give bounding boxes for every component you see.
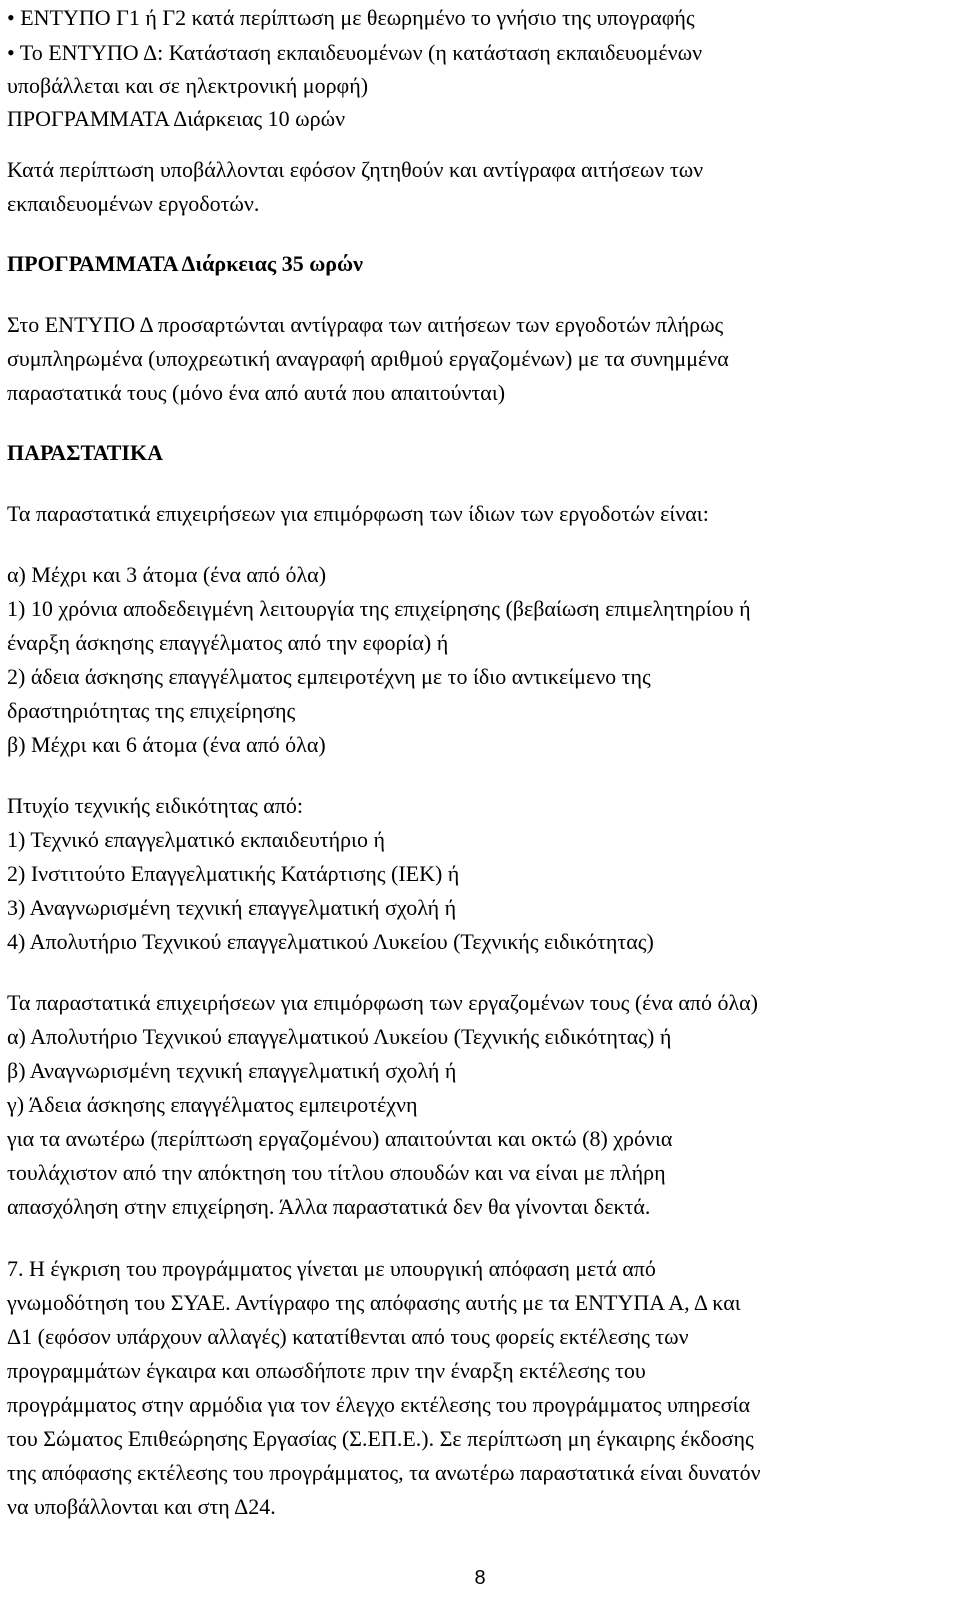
text-line: α) Μέχρι και 3 άτομα (ένα από όλα): [7, 562, 327, 587]
text-line: β) Αναγνωρισμένη τεχνική επαγγελματική σχολή ή: [7, 1058, 457, 1083]
text-line: συμπληρωμένα (υποχρεωτική αναγραφή αριθμού εργαζομένων) με τα συνημμένα: [7, 346, 729, 371]
page-number: 8: [474, 1567, 486, 1589]
text-line: εκπαιδευομένων εργοδοτών.: [7, 191, 260, 216]
text-line: 1) 10 χρόνια αποδεδειγμένη λειτουργία της επιχείρησης (βεβαίωση επιμελητηρίου ή: [7, 596, 751, 621]
text-line: 3) Αναγνωρισμένη τεχνική επαγγελματική σχολή ή: [7, 895, 457, 920]
text-line: της απόφασης εκτέλεσης του προγράμματος, τα ανωτέρω παραστατικά είναι δυνατόν: [7, 1460, 761, 1485]
bullet-form-g1-g2: • ΕΝΤΥΠΟ Γ1 ή Γ2 κατά περίπτωση με θεωρημένο το γνήσιο της υπογραφής: [7, 5, 695, 30]
text-line: να υποβάλλονται και στη Δ24.: [7, 1494, 276, 1519]
text-line: γ) Άδεια άσκησης επαγγέλματος εμπειροτέχνη: [7, 1092, 418, 1117]
text-line: προγράμματος στην αρμόδια για τον έλεγχο εκτέλεσης του προγράμματος υπηρεσία: [7, 1392, 750, 1417]
section-heading-documents: ΠΑΡΑΣΤΑΤΙΚΑ: [7, 440, 163, 465]
text-line: ΠΡΟΓΡΑΜΜΑΤΑ Διάρκειας 10 ωρών: [7, 106, 346, 131]
text-line: Κατά περίπτωση υποβάλλονται εφόσον ζητηθούν και αντίγραφα αιτήσεων των: [7, 157, 704, 182]
text-line: προγραμμάτων έγκαιρα και οπωσδήποτε πριν την έναρξη εκτέλεσης του: [7, 1358, 646, 1383]
bullet-form-d: • Το ΕΝΤΥΠΟ Δ: Κατάσταση εκπαιδευομένων (η κατάσταση εκπαιδευομένων: [7, 40, 703, 65]
text-line: Τα παραστατικά επιχειρήσεων για επιμόρφωση των εργαζομένων τους (ένα από όλα): [7, 990, 759, 1015]
text-line: Πτυχίο τεχνικής ειδικότητας από:: [7, 793, 304, 818]
text-line: 4) Απολυτήριο Τεχνικού επαγγελματικού Λυκείου (Τεχνικής ειδικότητας): [7, 929, 654, 954]
text-line: έναρξη άσκησης επαγγέλματος από την εφορία) ή: [7, 630, 449, 655]
text-line: α) Απολυτήριο Τεχνικού επαγγελματικού Λυκείου (Τεχνικής ειδικότητας) ή: [7, 1024, 672, 1049]
section-heading-35-hours: ΠΡΟΓΡΑΜΜΑΤΑ Διάρκειας 35 ωρών: [7, 251, 363, 276]
text-line: 7. Η έγκριση του προγράμματος γίνεται με υπουργική απόφαση μετά από: [7, 1256, 656, 1281]
text-line: υποβάλλεται και σε ηλεκτρονική μορφή): [7, 73, 369, 98]
text-line: τουλάχιστον από την απόκτηση του τίτλου σπουδών και να είναι με πλήρη: [7, 1160, 666, 1185]
text-line: Στο ΕΝΤΥΠΟ Δ προσαρτώνται αντίγραφα των αιτήσεων των εργοδοτών πλήρως: [7, 312, 724, 337]
text-line: 1) Τεχνικό επαγγελματικό εκπαιδευτήριο ή: [7, 827, 385, 852]
text-line: β) Μέχρι και 6 άτομα (ένα από όλα): [7, 732, 326, 757]
text-line: Δ1 (εφόσον υπάρχουν αλλαγές) κατατίθενται από τους φορείς εκτέλεσης των: [7, 1324, 689, 1349]
text-line: 2) Ινστιτούτο Επαγγελματικής Κατάρτισης (ΙΕΚ) ή: [7, 861, 460, 886]
text-line: γνωμοδότηση του ΣΥΑΕ. Αντίγραφο της απόφασης αυτής με τα ΕΝΤΥΠΑ Α, Δ και: [7, 1290, 741, 1315]
text-line: 2) άδεια άσκησης επαγγέλματος εμπειροτέχνη με το ίδιο αντικείμενο της: [7, 664, 651, 689]
text-line: του Σώματος Επιθεώρησης Εργασίας (Σ.ΕΠ.Ε.). Σε περίπτωση μη έγκαιρης έκδοσης: [7, 1426, 754, 1451]
text-line: για τα ανωτέρω (περίπτωση εργαζομένου) απαιτούνται και οκτώ (8) χρόνια: [7, 1126, 673, 1151]
text-line: δραστηριότητας της επιχείρησης: [7, 698, 296, 723]
text-line: Τα παραστατικά επιχειρήσεων για επιμόρφωση των ίδιων των εργοδοτών είναι:: [7, 501, 709, 526]
text-line: παραστατικά τους (μόνο ένα από αυτά που απαιτούνται): [7, 380, 506, 405]
text-line: απασχόληση στην επιχείρηση. Άλλα παραστατικά δεν θα γίνονται δεκτά.: [7, 1194, 651, 1219]
